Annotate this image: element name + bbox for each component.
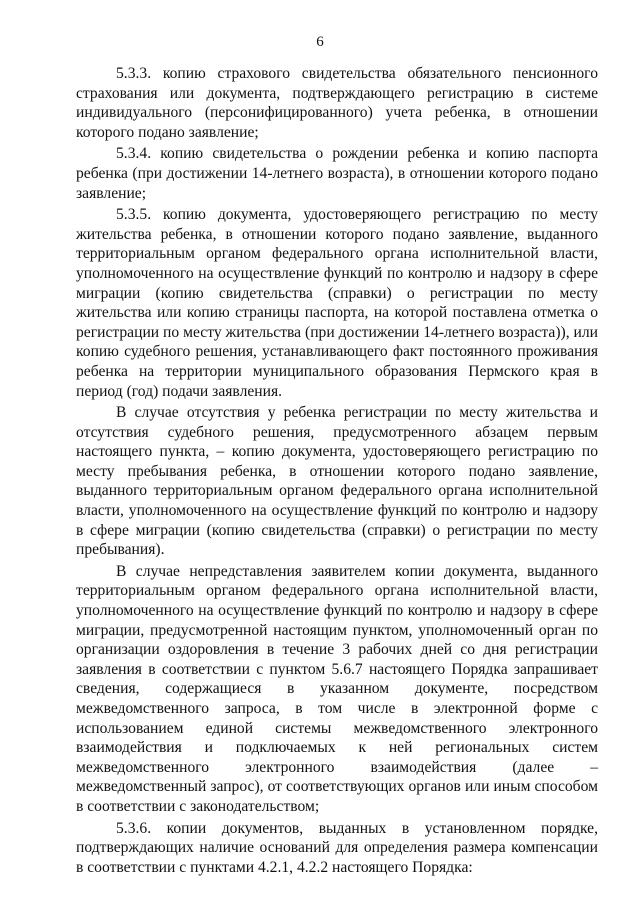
- paragraph-5-3-3: 5.3.3. копию страхового свидетельства обязательного пенсионного страхования или документа, подтверждающего регистрацию в системе индивидуального (персонифицированного) учета ребенка, в отношении которого подано заявление;: [76, 65, 598, 141]
- paragraph-5-3-4: 5.3.4. копию свидетельства о рождении ребенка и копию паспорта ребенка (при достижении 14-летнего возраста), в отношении которого подано заявление;: [76, 145, 598, 202]
- paragraph-5-3-6: 5.3.6. копии документов, выданных в установленном порядке, подтверждающих наличие оснований для определения размера компенсации в соответствии с пунктами 4.2.1, 4.2.2 настоящего Порядка:: [76, 819, 598, 876]
- paragraph-interagency-request: В случае непредставления заявителем копии документа, выданного территориальным органом федерального органа исполнительной власти, уполномоченного на осуществление функций по контролю и надзору в сфере миграции, предусмотренной настоящим пунктом, уполномоченный орган по организации оздоровления в течение 3 рабочих дней со дня регистрации заявления в соответствии с пунктом 5.6.7 настоящего Порядка запрашивает сведения, содержащиеся в указанном документе, посредством межведомственного запроса, в том числе в электронной форме с использованием единой системы межведомственного электронного взаимодействия и подключаемых к ней региональных систем межведомственного электронного взаимодействия (далее – межведомственный запрос), от соответствующих органов или иным способом в соответствии с законодательством;: [76, 562, 598, 815]
- page-number: 6: [316, 34, 324, 50]
- paragraph-5-3-5: 5.3.5. копию документа, удостоверяющего регистрацию по месту жительства ребенка, в отношении которого подано заявление, выданного территориальным органом федерального органа исполнительной власти, уполномоченного на осуществление функций по контролю и надзору в сфере миграции (копию свидетельства (справки) о регистрации по месту жительства или копию страницы паспорта, на которой поставлена отметка о регистрации по месту жительства (при достижении 14-летнего возраста)), или копию судебного решения, устанавливающего факт постоянного проживания ребенка на территории муниципального образования Пермского края в период (год) подачи заявления.: [76, 206, 598, 400]
- document-body: [76, 64, 598, 879]
- paragraph-no-registration: В случае отсутствия у ребенка регистрации по месту жительства и отсутствия судебного решения, предусмотренного абзацем первым настоящего пункта, – копию документа, удостоверяющего регистрацию по месту пребывания ребенка, в отношении которого подано заявление, выданного территориальным органом федерального органа исполнительной власти, уполномоченного на осуществление функций по контролю и надзору в сфере миграции (копию свидетельства (справки) о регистрации по месту пребывания).: [76, 404, 598, 559]
